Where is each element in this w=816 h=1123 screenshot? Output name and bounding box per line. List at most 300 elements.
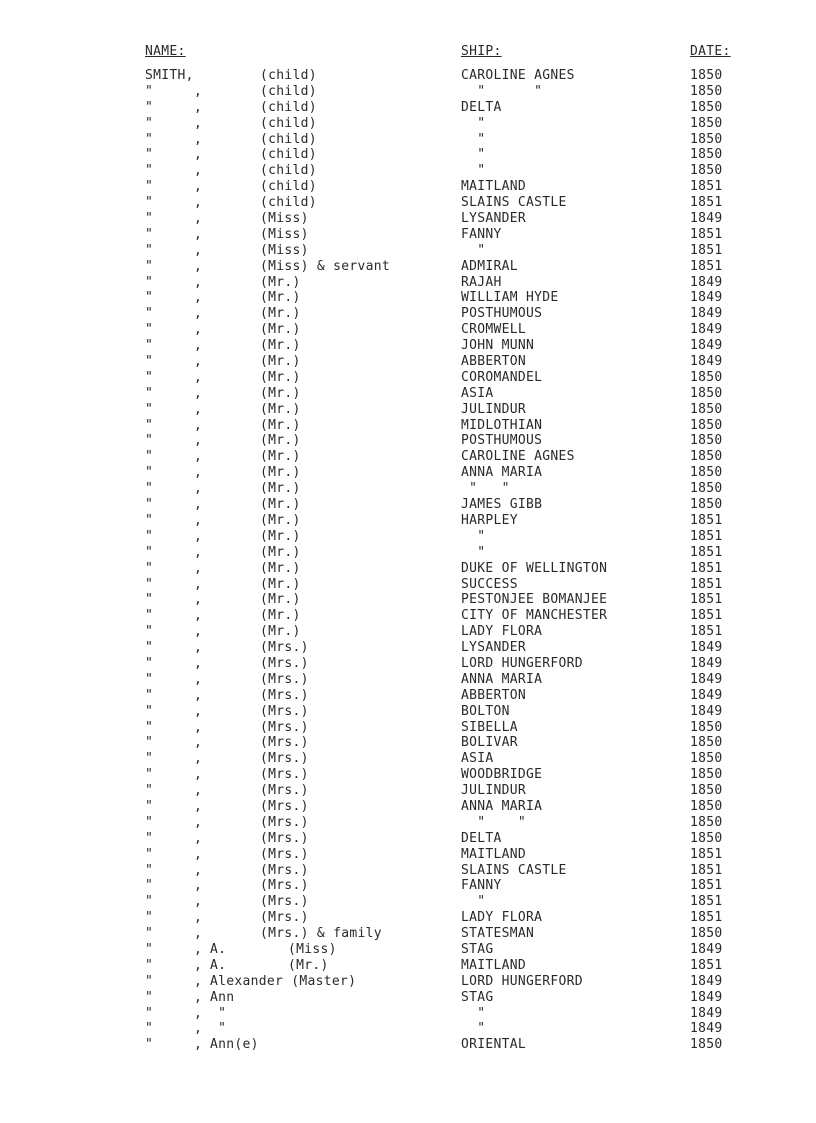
comma-cell: , bbox=[194, 512, 203, 528]
comma-cell: , bbox=[194, 687, 203, 703]
surname-cell: " bbox=[145, 274, 154, 290]
date-cell: 1850 bbox=[690, 385, 723, 401]
table-row bbox=[0, 561, 816, 577]
ship-cell: FANNY bbox=[461, 226, 502, 242]
ship-cell: LADY FLORA bbox=[461, 910, 543, 926]
comma-cell: , bbox=[194, 655, 203, 671]
title-cell: (Mrs.) bbox=[260, 655, 309, 671]
table-row bbox=[0, 513, 816, 529]
surname-cell: " bbox=[145, 989, 154, 1005]
table-row bbox=[0, 847, 816, 863]
date-cell: 1849 bbox=[690, 687, 723, 703]
date-cell: 1851 bbox=[690, 608, 723, 624]
comma-cell: , bbox=[194, 497, 203, 513]
date-cell: 1850 bbox=[690, 131, 723, 147]
ship-cell: SUCCESS bbox=[461, 576, 518, 592]
ship-cell: ORIENTAL bbox=[461, 1037, 527, 1053]
table-row bbox=[0, 878, 816, 894]
surname-cell: " bbox=[145, 910, 154, 926]
ship-cell: STAG bbox=[461, 941, 494, 957]
ship-cell: PESTONJEE BOMANJEE bbox=[461, 592, 608, 608]
date-cell: 1849 bbox=[690, 989, 723, 1005]
title-cell: (Miss) bbox=[260, 242, 309, 258]
table-row bbox=[0, 243, 816, 259]
given-name-cell: " bbox=[210, 1021, 227, 1037]
date-cell: 1849 bbox=[690, 703, 723, 719]
ship-cell: " bbox=[461, 147, 486, 163]
surname-cell: " bbox=[145, 576, 154, 592]
table-row bbox=[0, 116, 816, 132]
date-cell: 1849 bbox=[690, 211, 723, 227]
comma-cell: , bbox=[194, 338, 203, 354]
surname-cell: " bbox=[145, 767, 154, 783]
date-cell: 1851 bbox=[690, 528, 723, 544]
title-cell: (child) bbox=[260, 99, 317, 115]
date-cell: 1851 bbox=[690, 624, 723, 640]
surname-cell: " bbox=[145, 242, 154, 258]
ship-cell: " bbox=[461, 894, 486, 910]
table-row bbox=[0, 386, 816, 402]
surname-cell: " bbox=[145, 338, 154, 354]
title-cell: (Miss) bbox=[260, 226, 309, 242]
date-cell: 1850 bbox=[690, 465, 723, 481]
table-row bbox=[0, 322, 816, 338]
table-row bbox=[0, 672, 816, 688]
table-row bbox=[0, 354, 816, 370]
table-row bbox=[0, 831, 816, 847]
ship-cell: " bbox=[461, 115, 486, 131]
date-cell: 1850 bbox=[690, 719, 723, 735]
surname-cell: " bbox=[145, 258, 154, 274]
title-cell: (Mrs.) bbox=[260, 719, 309, 735]
date-cell: 1851 bbox=[690, 226, 723, 242]
table-row bbox=[0, 704, 816, 720]
table-row bbox=[0, 449, 816, 465]
table-row bbox=[0, 465, 816, 481]
table-row bbox=[0, 497, 816, 513]
surname-cell: " bbox=[145, 528, 154, 544]
title-cell: (Mr.) bbox=[260, 449, 301, 465]
table-row bbox=[0, 433, 816, 449]
title-cell: (child) bbox=[260, 131, 317, 147]
table-row bbox=[0, 1021, 816, 1037]
ship-cell: ADMIRAL bbox=[461, 258, 518, 274]
surname-cell: " bbox=[145, 798, 154, 814]
title-cell: (child) bbox=[260, 179, 317, 195]
title-cell: (Mr.) bbox=[260, 497, 301, 513]
table-row bbox=[0, 195, 816, 211]
comma-cell: , bbox=[194, 576, 203, 592]
surname-cell: " bbox=[145, 433, 154, 449]
surname-cell: " bbox=[145, 179, 154, 195]
title-cell: (Mrs.) bbox=[260, 830, 309, 846]
title-cell: (Mrs.) bbox=[260, 862, 309, 878]
surname-cell: " bbox=[145, 1021, 154, 1037]
title-cell: (Mrs.) bbox=[260, 703, 309, 719]
surname-cell: " bbox=[145, 814, 154, 830]
date-cell: 1851 bbox=[690, 544, 723, 560]
surname-cell: " bbox=[145, 226, 154, 242]
comma-cell: , bbox=[194, 465, 203, 481]
table-row bbox=[0, 370, 816, 386]
comma-cell: , bbox=[194, 894, 203, 910]
surname-cell: " bbox=[145, 306, 154, 322]
ship-cell: POSTHUMOUS bbox=[461, 433, 543, 449]
surname-cell: " bbox=[145, 195, 154, 211]
table-row bbox=[0, 84, 816, 100]
title-cell: (Mrs.) & family bbox=[260, 926, 382, 942]
comma-cell: , bbox=[194, 147, 203, 163]
ship-cell: BOLTON bbox=[461, 703, 510, 719]
table-row bbox=[0, 481, 816, 497]
comma-cell: , bbox=[194, 274, 203, 290]
date-cell: 1850 bbox=[690, 1037, 723, 1053]
comma-cell: , bbox=[194, 385, 203, 401]
title-cell: (Mr.) bbox=[260, 560, 301, 576]
title-cell: (child) bbox=[260, 195, 317, 211]
surname-cell: " bbox=[145, 846, 154, 862]
comma-cell: , bbox=[194, 179, 203, 195]
date-cell: 1850 bbox=[690, 798, 723, 814]
ship-cell: ABBERTON bbox=[461, 687, 527, 703]
ship-cell: SLAINS CASTLE bbox=[461, 862, 567, 878]
comma-cell: , bbox=[194, 703, 203, 719]
date-cell: 1850 bbox=[690, 401, 723, 417]
table-row bbox=[0, 545, 816, 561]
title-cell: (Mr.) bbox=[260, 401, 301, 417]
ship-cell: CAROLINE AGNES bbox=[461, 449, 575, 465]
date-cell: 1850 bbox=[690, 830, 723, 846]
date-cell: 1850 bbox=[690, 735, 723, 751]
comma-cell: , bbox=[194, 1021, 203, 1037]
title-cell: (Miss) bbox=[260, 211, 309, 227]
given-name-cell: Alexander (Master) bbox=[210, 973, 357, 989]
comma-cell: , bbox=[194, 862, 203, 878]
ship-cell: SIBELLA bbox=[461, 719, 518, 735]
date-cell: 1851 bbox=[690, 576, 723, 592]
title-cell: (Mr.) bbox=[260, 576, 301, 592]
surname-cell: " bbox=[145, 163, 154, 179]
title-cell: (Mr.) bbox=[260, 306, 301, 322]
ship-cell: MAITLAND bbox=[461, 957, 527, 973]
surname-cell: " bbox=[145, 465, 154, 481]
comma-cell: , bbox=[194, 926, 203, 942]
table-row bbox=[0, 227, 816, 243]
comma-cell: , bbox=[194, 131, 203, 147]
comma-cell: , bbox=[194, 640, 203, 656]
title-cell: (Mrs.) bbox=[260, 735, 309, 751]
table-row bbox=[0, 577, 816, 593]
title-cell: (Miss) & servant bbox=[260, 258, 391, 274]
comma-cell: , bbox=[194, 115, 203, 131]
comma-cell: , bbox=[194, 99, 203, 115]
comma-cell: , bbox=[194, 258, 203, 274]
date-cell: 1849 bbox=[690, 1021, 723, 1037]
table-row bbox=[0, 894, 816, 910]
title-cell: (Mr.) bbox=[260, 481, 301, 497]
table-row bbox=[0, 863, 816, 879]
table-row bbox=[0, 735, 816, 751]
date-cell: 1851 bbox=[690, 878, 723, 894]
date-cell: 1850 bbox=[690, 449, 723, 465]
title-cell: (Mr.) bbox=[260, 528, 301, 544]
comma-cell: , bbox=[194, 83, 203, 99]
date-cell: 1850 bbox=[690, 115, 723, 131]
comma-cell: , bbox=[194, 354, 203, 370]
date-cell: 1851 bbox=[690, 258, 723, 274]
surname-cell: " bbox=[145, 449, 154, 465]
title-cell: (Mr.) bbox=[260, 608, 301, 624]
surname-cell: " bbox=[145, 640, 154, 656]
comma-cell: , bbox=[194, 195, 203, 211]
surname-cell: " bbox=[145, 878, 154, 894]
ship-cell: " bbox=[461, 1021, 486, 1037]
date-cell: 1850 bbox=[690, 814, 723, 830]
comma-cell: , bbox=[194, 767, 203, 783]
surname-cell: " bbox=[145, 417, 154, 433]
table-row bbox=[0, 1006, 816, 1022]
comma-cell: , bbox=[194, 783, 203, 799]
table-row bbox=[0, 306, 816, 322]
ship-cell: MAITLAND bbox=[461, 179, 527, 195]
table-row bbox=[0, 688, 816, 704]
date-cell: 1849 bbox=[690, 671, 723, 687]
ship-cell: " bbox=[461, 242, 486, 258]
title-cell: (child) bbox=[260, 115, 317, 131]
date-cell: 1850 bbox=[690, 926, 723, 942]
given-name-cell: A. bbox=[210, 957, 227, 973]
comma-cell: , bbox=[194, 830, 203, 846]
surname-cell: " bbox=[145, 703, 154, 719]
title-cell: (Mr.) bbox=[260, 290, 301, 306]
ship-cell: LYSANDER bbox=[461, 211, 527, 227]
ship-cell: ANNA MARIA bbox=[461, 798, 543, 814]
surname-cell: " bbox=[145, 354, 154, 370]
date-cell: 1851 bbox=[690, 846, 723, 862]
surname-cell: " bbox=[145, 497, 154, 513]
table-row bbox=[0, 211, 816, 227]
table-row bbox=[0, 259, 816, 275]
table-row bbox=[0, 942, 816, 958]
date-cell: 1850 bbox=[690, 83, 723, 99]
date-cell: 1850 bbox=[690, 497, 723, 513]
table-row bbox=[0, 767, 816, 783]
comma-cell: , bbox=[194, 910, 203, 926]
table-row bbox=[0, 338, 816, 354]
surname-cell: " bbox=[145, 926, 154, 942]
title-cell: (Mrs.) bbox=[260, 878, 309, 894]
ship-cell: " bbox=[461, 528, 486, 544]
header-date: DATE: bbox=[690, 44, 731, 59]
table-row bbox=[0, 624, 816, 640]
title-cell: (Mrs.) bbox=[260, 671, 309, 687]
table-row bbox=[0, 592, 816, 608]
surname-cell: " bbox=[145, 735, 154, 751]
ship-cell: ABBERTON bbox=[461, 354, 527, 370]
table-row bbox=[0, 910, 816, 926]
ship-cell: MIDLOTHIAN bbox=[461, 417, 543, 433]
date-cell: 1849 bbox=[690, 274, 723, 290]
comma-cell: , bbox=[194, 544, 203, 560]
date-cell: 1849 bbox=[690, 1005, 723, 1021]
surname-cell: " bbox=[145, 512, 154, 528]
comma-cell: , bbox=[194, 941, 203, 957]
date-cell: 1851 bbox=[690, 242, 723, 258]
table-row bbox=[0, 275, 816, 291]
passenger-list bbox=[0, 68, 816, 1053]
surname-cell: " bbox=[145, 1005, 154, 1021]
date-cell: 1851 bbox=[690, 894, 723, 910]
ship-cell: " bbox=[461, 1005, 486, 1021]
surname-cell: " bbox=[145, 322, 154, 338]
ship-cell: LADY FLORA bbox=[461, 624, 543, 640]
ship-cell: JULINDUR bbox=[461, 783, 527, 799]
table-row bbox=[0, 529, 816, 545]
table-row bbox=[0, 799, 816, 815]
comma-cell: , bbox=[194, 433, 203, 449]
comma-cell: , bbox=[194, 735, 203, 751]
surname-cell: " bbox=[145, 401, 154, 417]
title-cell: (Mrs.) bbox=[260, 894, 309, 910]
title-cell: (Mr.) bbox=[260, 544, 301, 560]
comma-cell: , bbox=[194, 592, 203, 608]
ship-cell: POSTHUMOUS bbox=[461, 306, 543, 322]
ship-cell: ANNA MARIA bbox=[461, 465, 543, 481]
ship-cell: " bbox=[461, 131, 486, 147]
title-cell: (Mr.) bbox=[260, 338, 301, 354]
date-cell: 1851 bbox=[690, 957, 723, 973]
surname-cell: " bbox=[145, 655, 154, 671]
given-name-cell: Ann bbox=[210, 989, 235, 1005]
comma-cell: , bbox=[194, 401, 203, 417]
title-cell: (Mr.) bbox=[260, 322, 301, 338]
surname-cell: " bbox=[145, 544, 154, 560]
date-cell: 1850 bbox=[690, 783, 723, 799]
date-cell: 1850 bbox=[690, 417, 723, 433]
comma-cell: , bbox=[194, 719, 203, 735]
comma-cell: , bbox=[194, 226, 203, 242]
date-cell: 1851 bbox=[690, 512, 723, 528]
date-cell: 1851 bbox=[690, 592, 723, 608]
surname-cell: " bbox=[145, 973, 154, 989]
comma-cell: , bbox=[194, 671, 203, 687]
table-row bbox=[0, 68, 816, 84]
ship-cell: RAJAH bbox=[461, 274, 502, 290]
table-row bbox=[0, 815, 816, 831]
surname-cell: " bbox=[145, 99, 154, 115]
table-row bbox=[0, 608, 816, 624]
title-cell: (Mrs.) bbox=[260, 751, 309, 767]
table-row bbox=[0, 163, 816, 179]
comma-cell: , bbox=[194, 242, 203, 258]
comma-cell: , bbox=[194, 957, 203, 973]
surname-cell: " bbox=[145, 830, 154, 846]
comma-cell: , bbox=[194, 211, 203, 227]
date-cell: 1849 bbox=[690, 973, 723, 989]
comma-cell: , bbox=[194, 163, 203, 179]
comma-cell: , bbox=[194, 528, 203, 544]
table-row bbox=[0, 418, 816, 434]
ship-cell: " " bbox=[461, 814, 527, 830]
comma-cell: , bbox=[194, 322, 203, 338]
surname-cell: " bbox=[145, 211, 154, 227]
comma-cell: , bbox=[194, 369, 203, 385]
title-cell: (Mr.) bbox=[260, 465, 301, 481]
title-cell: (Mr.) bbox=[260, 592, 301, 608]
date-cell: 1850 bbox=[690, 163, 723, 179]
title-cell: (Mr.) bbox=[260, 274, 301, 290]
comma-cell: , bbox=[194, 449, 203, 465]
surname-cell: " bbox=[145, 147, 154, 163]
ship-cell: DELTA bbox=[461, 99, 502, 115]
surname-cell: " bbox=[145, 83, 154, 99]
ship-cell: CITY OF MANCHESTER bbox=[461, 608, 608, 624]
ship-cell: DELTA bbox=[461, 830, 502, 846]
comma-cell: , bbox=[194, 417, 203, 433]
ship-cell: STATESMAN bbox=[461, 926, 535, 942]
title-cell: (Mr.) bbox=[260, 354, 301, 370]
comma-cell: , bbox=[194, 306, 203, 322]
surname-cell: " bbox=[145, 751, 154, 767]
comma-cell: , bbox=[194, 798, 203, 814]
comma-cell: , bbox=[194, 846, 203, 862]
title-cell: (Mrs.) bbox=[260, 783, 309, 799]
comma-cell: , bbox=[194, 290, 203, 306]
ship-cell: CROMWELL bbox=[461, 322, 527, 338]
surname-cell: " bbox=[145, 560, 154, 576]
table-row bbox=[0, 974, 816, 990]
ship-cell: LORD HUNGERFORD bbox=[461, 973, 583, 989]
ship-cell: STAG bbox=[461, 989, 494, 1005]
title-cell: (Mrs.) bbox=[260, 814, 309, 830]
ship-cell: CAROLINE AGNES bbox=[461, 68, 575, 83]
surname-cell: " bbox=[145, 369, 154, 385]
ship-cell: FANNY bbox=[461, 878, 502, 894]
table-row bbox=[0, 179, 816, 195]
title-cell: (Mrs.) bbox=[260, 687, 309, 703]
table-row bbox=[0, 147, 816, 163]
table-row bbox=[0, 751, 816, 767]
ship-cell: ANNA MARIA bbox=[461, 671, 543, 687]
table-row bbox=[0, 100, 816, 116]
title-cell: (Mrs.) bbox=[260, 798, 309, 814]
date-cell: 1849 bbox=[690, 941, 723, 957]
surname-cell: " bbox=[145, 290, 154, 306]
ship-cell: " " bbox=[461, 83, 543, 99]
surname-cell: " bbox=[145, 385, 154, 401]
title-cell: (Mr.) bbox=[260, 624, 301, 640]
surname-cell: " bbox=[145, 894, 154, 910]
title-cell: (Mrs.) bbox=[260, 767, 309, 783]
table-row bbox=[0, 720, 816, 736]
ship-cell: " bbox=[461, 544, 486, 560]
table-row bbox=[0, 290, 816, 306]
date-cell: 1850 bbox=[690, 481, 723, 497]
comma-cell: , bbox=[194, 878, 203, 894]
ship-cell: " " bbox=[461, 481, 510, 497]
surname-cell: SMITH, bbox=[145, 68, 194, 83]
date-cell: 1849 bbox=[690, 322, 723, 338]
ship-cell: LYSANDER bbox=[461, 640, 527, 656]
comma-cell: , bbox=[194, 751, 203, 767]
ship-cell: " bbox=[461, 163, 486, 179]
title-cell: (Mrs.) bbox=[260, 910, 309, 926]
title-cell: (Mr.) bbox=[260, 417, 301, 433]
ship-cell: JOHN MUNN bbox=[461, 338, 535, 354]
table-row bbox=[0, 1037, 816, 1053]
date-cell: 1850 bbox=[690, 68, 723, 83]
date-cell: 1851 bbox=[690, 910, 723, 926]
